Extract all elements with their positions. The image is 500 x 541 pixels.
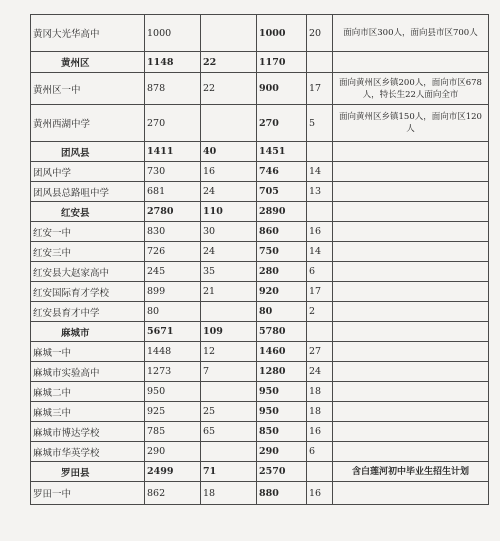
name-cell: 红安一中 <box>31 222 145 242</box>
plan-b-cell: 35 <box>201 262 257 282</box>
name-cell: 麻城市实验高中 <box>31 362 145 382</box>
total-cell: 1460 <box>257 342 307 362</box>
class-count-cell: 6 <box>307 442 333 462</box>
plan-b-cell: 25 <box>201 402 257 422</box>
plan-a-cell: 730 <box>145 162 201 182</box>
note-cell <box>333 442 489 462</box>
class-count-cell <box>307 202 333 222</box>
district-row <box>31 142 489 162</box>
school-row <box>31 182 489 202</box>
plan-b-cell <box>201 105 257 142</box>
name-cell: 红安县 <box>31 202 145 222</box>
note-cell <box>333 302 489 322</box>
note-cell <box>333 182 489 202</box>
school-row <box>31 342 489 362</box>
note-cell <box>333 342 489 362</box>
plan-b-cell: 12 <box>201 342 257 362</box>
plan-a-cell: 2780 <box>145 202 201 222</box>
note-cell: 含白莲河初中毕业生招生计划 <box>333 462 489 482</box>
total-cell: 2570 <box>257 462 307 482</box>
name-cell: 团风中学 <box>31 162 145 182</box>
name-cell: 黄州西湖中学 <box>31 105 145 142</box>
plan-a-cell: 2499 <box>145 462 201 482</box>
plan-b-cell: 65 <box>201 422 257 442</box>
total-cell: 950 <box>257 402 307 422</box>
name-cell: 红安县育才中学 <box>31 302 145 322</box>
plan-a-cell: 270 <box>145 105 201 142</box>
class-count-cell: 18 <box>307 382 333 402</box>
plan-a-cell: 1411 <box>145 142 201 162</box>
total-cell: 880 <box>257 482 307 505</box>
school-row <box>31 242 489 262</box>
class-count-cell: 14 <box>307 162 333 182</box>
note-cell <box>333 222 489 242</box>
plan-b-cell: 110 <box>201 202 257 222</box>
class-count-cell: 17 <box>307 282 333 302</box>
plan-a-cell: 290 <box>145 442 201 462</box>
total-cell: 1451 <box>257 142 307 162</box>
total-cell: 1170 <box>257 52 307 73</box>
plan-b-cell: 21 <box>201 282 257 302</box>
note-cell <box>333 422 489 442</box>
note-cell <box>333 162 489 182</box>
name-cell: 罗田一中 <box>31 482 145 505</box>
name-cell: 麻城二中 <box>31 382 145 402</box>
name-cell: 团风县 <box>31 142 145 162</box>
total-cell: 80 <box>257 302 307 322</box>
total-cell: 705 <box>257 182 307 202</box>
total-cell: 900 <box>257 73 307 105</box>
plan-a-cell: 80 <box>145 302 201 322</box>
school-row <box>31 362 489 382</box>
plan-b-cell: 16 <box>201 162 257 182</box>
plan-a-cell: 5671 <box>145 322 201 342</box>
name-cell: 麻城市 <box>31 322 145 342</box>
note-cell: 面向黄州区乡镇150人，面向市区120人 <box>333 105 489 142</box>
plan-b-cell <box>201 382 257 402</box>
district-row <box>31 322 489 342</box>
class-count-cell: 16 <box>307 222 333 242</box>
class-count-cell: 27 <box>307 342 333 362</box>
class-count-cell: 17 <box>307 73 333 105</box>
total-cell: 950 <box>257 382 307 402</box>
class-count-cell <box>307 52 333 73</box>
school-row <box>31 105 489 142</box>
class-count-cell <box>307 142 333 162</box>
class-count-cell: 5 <box>307 105 333 142</box>
total-cell: 1000 <box>257 15 307 52</box>
plan-a-cell: 1273 <box>145 362 201 382</box>
note-cell <box>333 362 489 382</box>
total-cell: 850 <box>257 422 307 442</box>
school-row <box>31 262 489 282</box>
plan-a-cell: 950 <box>145 382 201 402</box>
school-row <box>31 482 489 505</box>
name-cell: 红安国际育才学校 <box>31 282 145 302</box>
name-cell: 黄冈大光华高中 <box>31 15 145 52</box>
class-count-cell <box>307 322 333 342</box>
school-row <box>31 222 489 242</box>
note-cell: 面向黄州区乡镇200人，面向市区678人，特长生22人面向全市 <box>333 73 489 105</box>
name-cell: 黄州区 <box>31 52 145 73</box>
class-count-cell: 24 <box>307 362 333 382</box>
total-cell: 290 <box>257 442 307 462</box>
total-cell: 750 <box>257 242 307 262</box>
plan-a-cell: 245 <box>145 262 201 282</box>
plan-a-cell: 726 <box>145 242 201 262</box>
plan-b-cell: 71 <box>201 462 257 482</box>
plan-a-cell: 785 <box>145 422 201 442</box>
school-row <box>31 15 489 52</box>
table-body <box>31 15 489 505</box>
plan-a-cell: 899 <box>145 282 201 302</box>
note-cell <box>333 262 489 282</box>
note-cell <box>333 242 489 262</box>
class-count-cell <box>307 462 333 482</box>
enrollment-plan-table <box>30 14 489 505</box>
school-row <box>31 282 489 302</box>
plan-b-cell: 40 <box>201 142 257 162</box>
class-count-cell: 16 <box>307 422 333 442</box>
plan-b-cell: 7 <box>201 362 257 382</box>
class-count-cell: 6 <box>307 262 333 282</box>
school-row <box>31 422 489 442</box>
class-count-cell: 2 <box>307 302 333 322</box>
plan-b-cell <box>201 302 257 322</box>
plan-b-cell: 18 <box>201 482 257 505</box>
class-count-cell: 13 <box>307 182 333 202</box>
name-cell: 罗田县 <box>31 462 145 482</box>
school-row <box>31 442 489 462</box>
name-cell: 红安县大赵家高中 <box>31 262 145 282</box>
total-cell: 746 <box>257 162 307 182</box>
school-row <box>31 382 489 402</box>
note-cell <box>333 202 489 222</box>
plan-a-cell: 878 <box>145 73 201 105</box>
total-cell: 920 <box>257 282 307 302</box>
note-cell <box>333 382 489 402</box>
name-cell: 麻城市博达学校 <box>31 422 145 442</box>
note-cell <box>333 52 489 73</box>
class-count-cell: 18 <box>307 402 333 422</box>
school-row <box>31 162 489 182</box>
plan-a-cell: 925 <box>145 402 201 422</box>
district-row <box>31 462 489 482</box>
class-count-cell: 20 <box>307 15 333 52</box>
note-cell <box>333 402 489 422</box>
total-cell: 860 <box>257 222 307 242</box>
plan-a-cell: 1148 <box>145 52 201 73</box>
total-cell: 2890 <box>257 202 307 222</box>
plan-b-cell <box>201 442 257 462</box>
total-cell: 5780 <box>257 322 307 342</box>
name-cell: 麻城一中 <box>31 342 145 362</box>
district-row <box>31 202 489 222</box>
plan-a-cell: 681 <box>145 182 201 202</box>
plan-a-cell: 1448 <box>145 342 201 362</box>
school-row <box>31 302 489 322</box>
school-row <box>31 402 489 422</box>
name-cell: 麻城市华英学校 <box>31 442 145 462</box>
plan-b-cell: 22 <box>201 52 257 73</box>
plan-a-cell: 830 <box>145 222 201 242</box>
class-count-cell: 16 <box>307 482 333 505</box>
plan-b-cell <box>201 15 257 52</box>
school-row <box>31 73 489 105</box>
class-count-cell: 14 <box>307 242 333 262</box>
name-cell: 黄州区一中 <box>31 73 145 105</box>
plan-b-cell: 30 <box>201 222 257 242</box>
name-cell: 麻城三中 <box>31 402 145 422</box>
total-cell: 1280 <box>257 362 307 382</box>
name-cell: 团风县总路咀中学 <box>31 182 145 202</box>
plan-b-cell: 109 <box>201 322 257 342</box>
note-cell <box>333 142 489 162</box>
plan-b-cell: 22 <box>201 73 257 105</box>
note-cell <box>333 482 489 505</box>
plan-a-cell: 1000 <box>145 15 201 52</box>
note-cell <box>333 322 489 342</box>
plan-a-cell: 862 <box>145 482 201 505</box>
plan-b-cell: 24 <box>201 182 257 202</box>
note-cell: 面向市区300人，面向县市区700人 <box>333 15 489 52</box>
district-row <box>31 52 489 73</box>
name-cell: 红安三中 <box>31 242 145 262</box>
plan-b-cell: 24 <box>201 242 257 262</box>
total-cell: 270 <box>257 105 307 142</box>
note-cell <box>333 282 489 302</box>
total-cell: 280 <box>257 262 307 282</box>
